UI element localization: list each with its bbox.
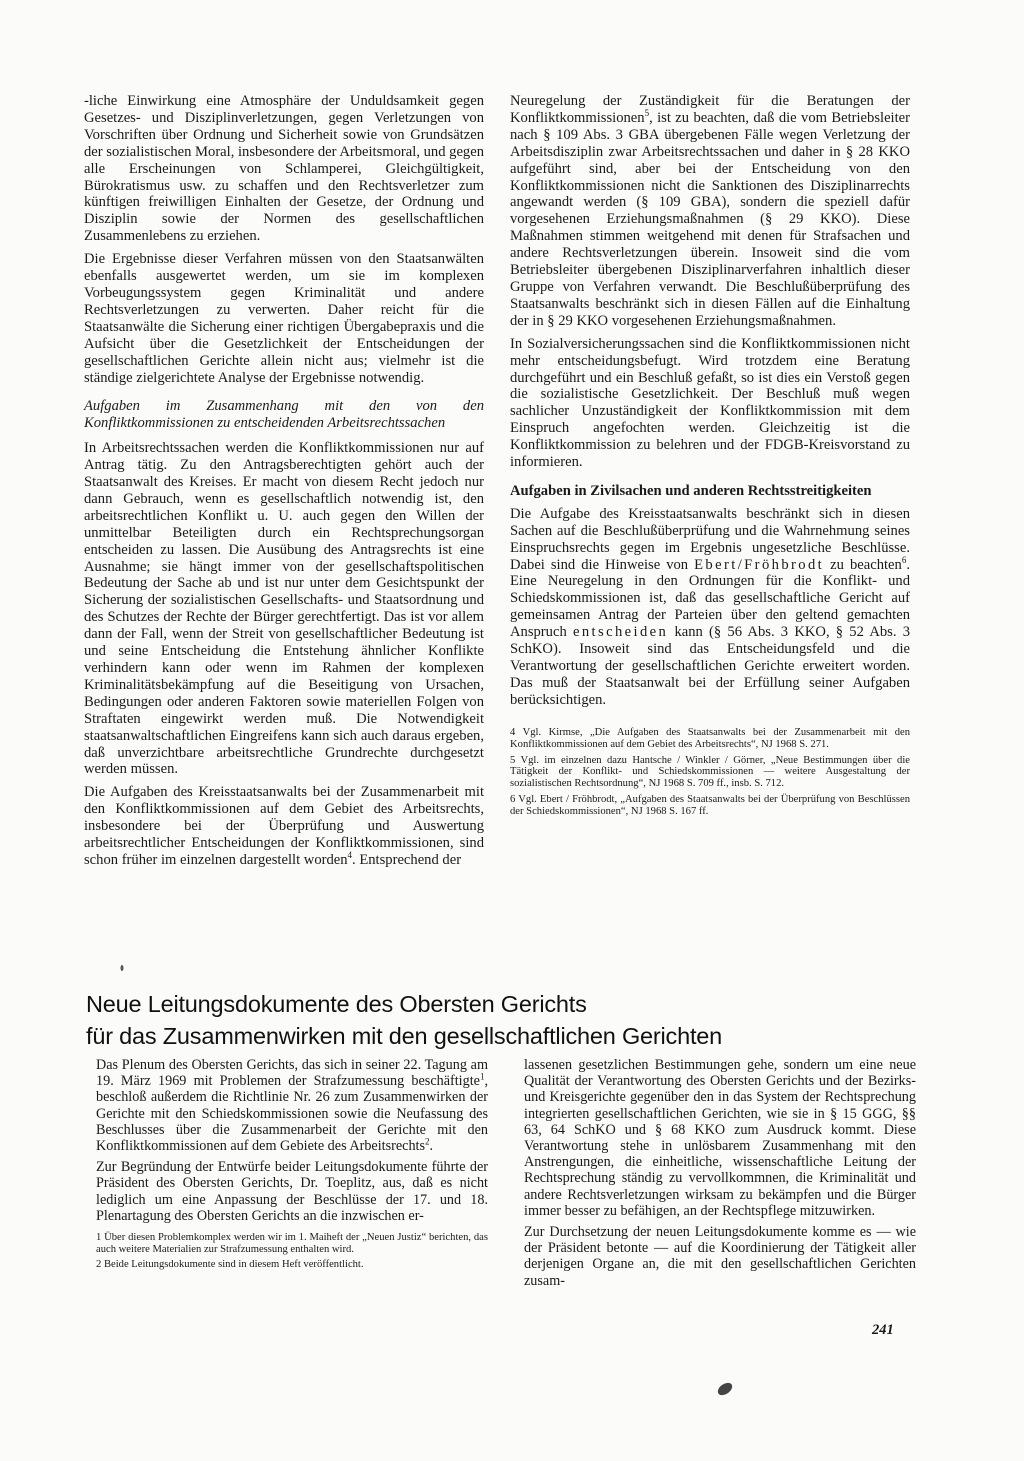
text-run: Die Aufgaben des Kreisstaatsanwalts bei der Zusammenarbeit mit den Konfliktkommissionen auf dem Gebiet des Arbeitsrechts, insbesondere bei der Überprüfung und Auswertung arbeitsrechtlicher Entscheidungen der Konfliktkommissionen, sind schon früher im einzelnen dargestellt worden: [84, 784, 484, 868]
footnote: 5 Vgl. im einzelnen dazu Hantsche / Winkler / Görner, „Neue Bestimmungen über die Tätigkeit der Konflikt- und Schiedskommissionen — weitere Ausgestaltung der sozialistischen Rechtsordnung“, NJ 1968 S. 709 ff., insb. S. 712.: [510, 754, 910, 790]
text-run: zu beachten: [824, 556, 902, 573]
footnote-ref: 1: [479, 1071, 485, 1082]
paragraph: [510, 506, 910, 709]
text-run: . Eine Neuregelung in den Ordnungen für die Konflikt- und Schiedskommissionen ist, daß das gesellschaftliche Gericht auf gemeinsamen Antrag der Parteien über den geltend gemachten Anspruch: [510, 556, 910, 641]
text-run: Die Aufgabe des Kreisstaatsanwalts beschränkt sich in diesen Sachen auf die Beschlußüberprüfung und die Wahrnehmung seines Einspruchsrechts gegen im Ergebnis ungesetzliche Beschlüsse. Dabei sind die Hinweise von: [510, 505, 910, 573]
headline-line: Neue Leitungsdokumente des Obersten Gerichts: [86, 991, 587, 1017]
paragraph: Die Ergebnisse dieser Verfahren müssen von den Staatsanwälten ebenfalls ausgewertet werden, um sie im komplexen Vorbeugungssystem gegen Kriminalität und andere Rechtsverletzungen zu verwerten. Daher reicht für die Staatsanwälte die Sicherung einer richtigen Übergabepraxis und die Aufsicht über die Gesetzlichkeit der Entscheidungen der gesellschaftlichen Gerichte allein nicht aus; vielmehr ist die ständige zielgerichtete Analyse der Ergebnisse notwendig.: [84, 251, 484, 386]
text-run: . Entsprechend der: [352, 851, 462, 868]
subheading: Aufgaben in Zivilsachen und anderen Rechtsstreitigkeiten: [510, 482, 872, 499]
paragraph: lassenen gesetzlichen Bestimmungen gehe, sondern um eine neue Qualität der Verantwortung des Obersten Gerichts und der Bezirks- und Kreisgerichte gegenüber den in das System der Rechtsprechung integrierten gesellschaftlichen Gerichten, wie sie in § 15 GGG, §§ 63, 64 SchKO und § 68 KKO zum Ausdruck kommt. Diese Verantwortung stehe in unlösbarem Zusammenhang mit den Anstrengungen, die einheitliche, wissenschaftliche Leitung der Rechtsprechung ständig zu vervollkommnen, die Kriminalität und andere Rechtsverletzungen wirksam zu bekämpfen und die Bürger immer besser zu befähigen, an der Rechtspflege mitzuwirken.: [524, 1057, 916, 1219]
text-run: , beschloß außerdem die Richtlinie Nr. 26 zum Zusammenwirken der Gerichte mit den Schiedskommissionen sowie die Neufassung des Beschlusses über die Zusammenarbeit der Gerichte mit den Konfliktkommissionen auf dem Gebiete des Arbeitsrechts: [96, 1073, 488, 1155]
article-left-column: [96, 1057, 488, 1273]
footnote-ref: 4: [347, 850, 353, 861]
page-number: 241: [872, 1322, 894, 1338]
footnote-ref: 5: [644, 108, 650, 119]
footnotes: [96, 1232, 488, 1270]
paragraph: [96, 1057, 488, 1154]
paragraph: Zur Begründung der Entwürfe beider Leitungsdokumente führte der Präsident des Obersten Gerichts, Dr. Toeplitz, aus, daß es nicht lediglich um eine Anpassung der Beschlüsse der 17. und 18. Plenartagung des Obersten Gerichts an die inzwischen er-: [96, 1159, 488, 1224]
article-right-column: [524, 1057, 916, 1294]
paragraph: [84, 784, 484, 869]
headline-line: für das Zusammenwirken mit den gesellschaftlichen Gerichten: [86, 1023, 723, 1049]
ink-blot-icon: [714, 1380, 736, 1398]
spaced-name: Ebert/Fröhbrodt: [694, 556, 825, 573]
ink-speck-icon: [118, 963, 126, 973]
left-column: [84, 93, 484, 875]
footnote: 4 Vgl. Kirmse, „Die Aufgaben des Staatsanwalts bei der Zusammenarbeit mit den Konfliktkommissionen auf dem Gebiet des Arbeitsrechts“, NJ 1968 S. 271.: [510, 726, 910, 750]
text-run: kann (§ 56 Abs. 3 KKO, § 52 Abs. 3 SchKO). Insoweit sind das Entscheidungsfeld und die Verantwortung der gesellschaftlichen Gerichte erweitert worden. Das muß der Staatsanwalt bei der Erfüllung seiner Aufgaben berücksichtigen.: [510, 624, 910, 708]
spaced-word: entscheiden: [572, 624, 669, 641]
footnote-ref: 6: [901, 554, 907, 565]
text-run: Neuregelung der Zuständigkeit für die Beratungen der Konfliktkommissionen: [510, 93, 910, 126]
footnote-ref: 2: [425, 1136, 430, 1147]
text-run: , ist zu beachten, daß die vom Betriebsleiter nach § 109 Abs. 3 GBA übergebenen Fälle wegen Verletzung der Arbeitsdisziplin zwar Arbeitsrechtssachen und daher in § 28 KKO aufgeführt sind, aber bei der Entscheidung von den Konfliktkommissionen nicht die Sanktionen des Disziplinarrechts angewandt werden (§ 109 GBA), sondern die speziell dafür vorgesehenen Erziehungsmaßnahmen (§ 29 KKO). Diese Maßnahmen stimmen weitgehend mit denen für Strafsachen und andere Rechtsverletzungen überein. Insoweit sind die vom Betriebsleiter übergebenen Disziplinarverfahren inhaltlich dieser Gruppe von Verfahren verwandt. Die Beschlußüberprüfung des Staatsanwalts beschränkt sich in diesen Fällen auf die Einhaltung der in § 29 KKO vorgesehenen Erziehungsmaßnahmen.: [510, 109, 910, 329]
subheading: Aufgaben im Zusammenhang mit den von den Konfliktkommissionen zu entscheidenden Arbeitsrechtssachen: [84, 398, 484, 432]
paragraph: In Arbeitsrechtssachen werden die Konfliktkommissionen nur auf Antrag tätig. Zu den Antragsberechtigten gehört auch der Staatsanwalt des Kreises. Er macht von diesem Recht jedoch nur dann Gebrauch, wenn es gesellschaftlich notwendig ist, den arbeitsrechtlichen Konflikt u. U. auch gegen den Willen der unmittelbar Beteiligten durch ein Rechtsprechungsorgan entscheiden zu lassen. Die Ausübung des Antragsrechts ist eine Ausnahme; sie hängt immer von der gesellschaftspolitischen Bedeutung der Sache ab und ist nur unter dem Gesichtspunkt der Sicherung der sozialistischen Gesellschafts- und Staatsordnung und des Schutzes der Rechte der Bürger gerechtfertigt. Das ist vor allem dann der Fall, wenn der Streit von gesellschaftlicher Bedeutung ist und seine Entscheidung die Entstehung ähnlicher Konflikte verhindern kann oder wenn im Rahmen der komplexen Kriminalitätsbekämpfung auf die Beseitigung von Ursachen, Bedingungen oder anderen Faktoren sowie materiellen Folgen von Straftaten eingewirkt werden muß. Die Notwendigkeit staatsanwaltschaftlichen Eingreifens kann sich auch daraus ergeben, daß unverzichtbare arbeitsrechtliche Grundrechte durchgesetzt werden müssen.: [84, 440, 484, 778]
footnote: 2 Beide Leitungsdokumente sind in diesem Heft veröffentlicht.: [96, 1258, 364, 1270]
text-run: .: [429, 1138, 434, 1155]
paragraph: [510, 93, 910, 330]
right-column: [510, 93, 910, 822]
text-run: Das Plenum des Obersten Gerichts, das sich in seiner 22. Tagung am 19. März 1969 mit Problemen der Strafzumessung beschäftigte: [96, 1057, 488, 1090]
footnote: 1 Über diesen Problemkomplex werden wir im 1. Maiheft der „Neuen Justiz“ berichten, das auch weitere Materialien zur Strafzumessung enthalten wird.: [96, 1232, 488, 1255]
paragraph: In Sozialversicherungssachen sind die Konfliktkommissionen nicht mehr entscheidungsbefugt. Wird trotzdem eine Beratung durchgeführt und ein Beschluß gefaßt, so ist dies ein Verstoß gegen die sozialistische Gesetzlichkeit. Der Beschluß muß wegen sachlicher Unzuständigkeit der Konfliktkommission mit dem Einspruch angefochten werden. Gleichzeitig ist die Konfliktkommission zu belehren und der FDGB-Kreisvorstand zu informieren.: [510, 335, 910, 471]
footnote: 6 Vgl. Ebert / Fröhbrodt, „Aufgaben des Staatsanwalts bei der Überprüfung von Beschlüssen der Schiedskommissionen“, NJ 1968 S. 167 ff.: [510, 794, 910, 818]
article-headline: [86, 988, 946, 1052]
paragraph: -liche Einwirkung eine Atmosphäre der Unduldsamkeit gegen Gesetzes- und Disziplinverletzungen, gegen Verletzungen von Vorschriften über Ordnung und Sicherheit sowie von Grundsätzen der sozialistischen Moral, insbesondere der Arbeitsmoral, und gegen alle Erscheinungen von Schlamperei, Gleichgültigkeit, Bürokratismus usw. zu schaffen und den Rechtsverletzer zum künftigen freiwilligen Einhalten der Gesetze, der Ordnung und Disziplin sowie der Normen des gesellschaftlichen Zusammenlebens zu erziehen.: [84, 93, 485, 245]
paragraph: Zur Durchsetzung der neuen Leitungsdokumente komme es — wie der Präsident betonte — auf die Koordinierung der Tätigkeit aller derjenigen Organe an, die mit den gesellschaftlichen Gerichten zusam-: [524, 1224, 916, 1289]
footnotes: [510, 727, 910, 818]
